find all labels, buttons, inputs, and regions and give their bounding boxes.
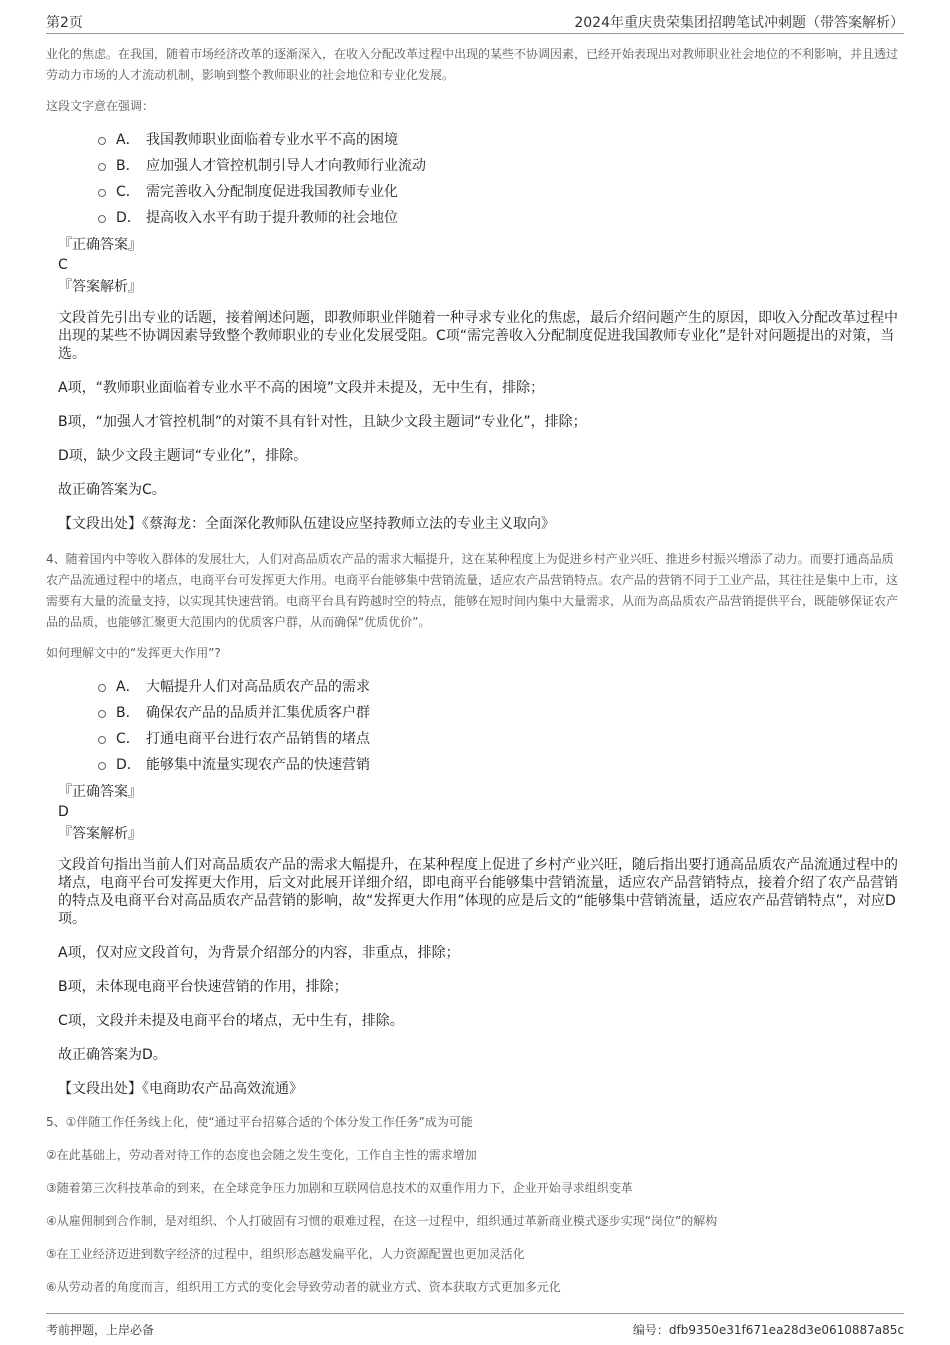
q3-analysis-a: A项，“教师职业面临着专业水平不高的困境”文段并未提及，无中生有，排除； bbox=[58, 380, 545, 396]
option-text: 打通电商平台进行农产品销售的堵点 bbox=[146, 731, 370, 747]
radio-icon[interactable] bbox=[98, 189, 106, 197]
page-footer bbox=[0, 1313, 950, 1345]
main-content bbox=[46, 44, 904, 1298]
q3-option-b[interactable] bbox=[46, 153, 904, 179]
q3-option-c[interactable] bbox=[46, 179, 904, 205]
footer-code bbox=[633, 1321, 904, 1338]
q3-analysis-d: D项，缺少文段主题词“专业化”，排除。 bbox=[58, 448, 308, 464]
header-divider bbox=[46, 33, 904, 34]
q3-option-a[interactable] bbox=[46, 127, 904, 153]
q5-item-2: ②在此基础上，劳动者对待工作的态度也会随之发生变化，工作自主性的需求增加 bbox=[46, 1148, 477, 1162]
option-letter: D． bbox=[116, 757, 141, 773]
q4-analysis-c: C项，文段并未提及电商平台的堵点，无中生有，排除。 bbox=[58, 1013, 404, 1029]
q3-passage-tail: 业化的焦虑。在我国，随着市场经济改革的逐渐深入，在收入分配改革过程中出现的某些不协调因素，已经开始表现出对教师职业社会地位的不利影响，并且透过劳动力市场的人才流动机制，影响到整个教师职业的社会地位和专业化发展。 bbox=[46, 47, 899, 82]
radio-icon[interactable] bbox=[98, 736, 106, 744]
option-letter: C． bbox=[116, 731, 140, 747]
q3-option-d[interactable] bbox=[46, 205, 904, 231]
q5-item-5: ⑤在工业经济迈进到数字经济的过程中，组织形态越发扁平化，人力资源配置也更加灵活化 bbox=[46, 1247, 525, 1261]
option-letter: A． bbox=[116, 679, 140, 695]
page-header bbox=[0, 0, 950, 34]
q4-answer: D bbox=[58, 804, 69, 820]
q3-source: 【文段出处】《蔡海龙：全面深化教师队伍建设应坚持教师立法的专业主义取向》 bbox=[58, 516, 555, 532]
q4-answer-heading: 『正确答案』 bbox=[58, 784, 142, 800]
radio-icon[interactable] bbox=[98, 215, 106, 223]
option-letter: D． bbox=[116, 210, 141, 226]
option-text: 提高收入水平有助于提升教师的社会地位 bbox=[146, 210, 398, 226]
footer-code-value: dfb9350e31f671ea28d3e0610887a85c bbox=[668, 1323, 904, 1337]
q5-item-1: 5、①伴随工作任务线上化，使“通过平台招募合适的个体分发工作任务”成为可能 bbox=[46, 1115, 473, 1129]
document-title: 2024年重庆贵荣集团招聘笔试冲刺题（带答案解析） bbox=[574, 15, 904, 31]
footer-divider bbox=[46, 1313, 904, 1314]
option-text: 我国教师职业面临着专业水平不高的困境 bbox=[146, 132, 398, 148]
option-text: 确保农产品的品质并汇集优质客户群 bbox=[146, 705, 370, 721]
q5-item-4: ④从雇佣制到合作制，是对组织、个人打破固有习惯的艰难过程，在这一过程中，组织通过革新商业模式逐步实现“岗位”的解构 bbox=[46, 1214, 718, 1228]
option-letter: A． bbox=[116, 132, 140, 148]
option-letter: B． bbox=[116, 705, 140, 721]
option-text: 能够集中流量实现农产品的快速营销 bbox=[146, 757, 370, 773]
q3-analysis-b: B项，“加强人才管控机制”的对策不具有针对性，且缺少文段主题词“专业化”，排除； bbox=[58, 414, 587, 430]
option-letter: C． bbox=[116, 184, 140, 200]
q4-source: 【文段出处】《电商助农产品高效流通》 bbox=[58, 1081, 303, 1097]
q3-question: 这段文字意在强调： bbox=[46, 99, 155, 113]
q4-question: 如何理解文中的“发挥更大作用”? bbox=[46, 646, 221, 660]
radio-icon[interactable] bbox=[98, 762, 106, 770]
q5-item-6: ⑥从劳动者的角度而言，组织用工方式的变化会导致劳动者的就业方式、资本获取方式更加多元化 bbox=[46, 1280, 561, 1294]
q4-option-d[interactable] bbox=[46, 752, 904, 778]
footer-slogan: 考前押题，上岸必备 bbox=[46, 1323, 155, 1337]
q4-option-c[interactable] bbox=[46, 726, 904, 752]
q4-option-b[interactable] bbox=[46, 700, 904, 726]
q4-option-a[interactable] bbox=[46, 674, 904, 700]
q4-options bbox=[46, 674, 904, 778]
page-number: 第2页 bbox=[46, 15, 83, 31]
q5-item-3: ③随着第三次科技革命的到来，在全球竞争压力加剧和互联网信息技术的双重作用力下，企业开始寻求组织变革 bbox=[46, 1181, 633, 1195]
q3-analysis-heading: 『答案解析』 bbox=[58, 279, 142, 295]
radio-icon[interactable] bbox=[98, 710, 106, 718]
radio-icon[interactable] bbox=[98, 684, 106, 692]
q3-answer: C bbox=[58, 257, 68, 273]
q4-analysis-conclusion: 故正确答案为D。 bbox=[58, 1047, 167, 1063]
option-text: 大幅提升人们对高品质农产品的需求 bbox=[146, 679, 370, 695]
radio-icon[interactable] bbox=[98, 163, 106, 171]
option-text: 应加强人才管控机制引导人才向教师行业流动 bbox=[146, 158, 426, 174]
q4-analysis-heading: 『答案解析』 bbox=[58, 826, 142, 842]
option-letter: B． bbox=[116, 158, 140, 174]
q4-analysis-b: B项，未体现电商平台快速营销的作用，排除； bbox=[58, 979, 348, 995]
q4-analysis-a: A项，仅对应文段首句，为背景介绍部分的内容，非重点，排除； bbox=[58, 945, 460, 961]
q3-answer-heading: 『正确答案』 bbox=[58, 237, 142, 253]
footer-code-label: 编号： bbox=[632, 1323, 669, 1337]
option-text: 需完善收入分配制度促进我国教师专业化 bbox=[146, 184, 398, 200]
q3-analysis-main: 文段首先引出专业的话题，接着阐述问题，即教师职业伴随着一种寻求专业化的焦虑，最后介绍问题产生的原因，即收入分配改革过程中出现的某些不协调因素导致整个教师职业的专业化发展受阻。C项“需完善收入分配制度促进我国教师专业化”是针对问题提出的对策，当选。 bbox=[58, 310, 898, 362]
q4-analysis-main: 文段首句指出当前人们对高品质农产品的需求大幅提升，在某种程度上促进了乡村产业兴旺，随后指出要打通高品质农产品流通过程中的堵点，电商平台可发挥更大作用，后文对此展开详细介绍，即电商平台能够集中营销流量，适应农产品营销特点，接着介绍了农产品营销的特点及电商平台对高品质农产品营销的影响，故“发挥更大作用”体现的应是后文的“能够集中营销流量，适应农产品营销特点”，对应D项。 bbox=[58, 857, 898, 927]
q3-analysis-conclusion: 故正确答案为C。 bbox=[58, 482, 166, 498]
radio-icon[interactable] bbox=[98, 137, 106, 145]
q3-options bbox=[46, 127, 904, 231]
q4-passage: 4、随着国内中等收入群体的发展壮大，人们对高品质农产品的需求大幅提升，这在某种程度上为促进乡村产业兴旺、推进乡村振兴增添了动力。而要打通高品质农产品流通过程中的堵点，电商平台可发挥更大作用。电商平台能够集中营销流量，适应农产品营销特点。农产品的营销不同于工业产品，其往往是集中上市，这需要有大量的流量支持，以实现其快速营销。电商平台具有跨越时空的特点，能够在短时间内集中大量需求，从而为高品质农产品营销提供平台，既能够保证农产品的品质，也能够汇聚更大范围内的优质客户群，从而确保“优质优价”。 bbox=[46, 552, 899, 629]
